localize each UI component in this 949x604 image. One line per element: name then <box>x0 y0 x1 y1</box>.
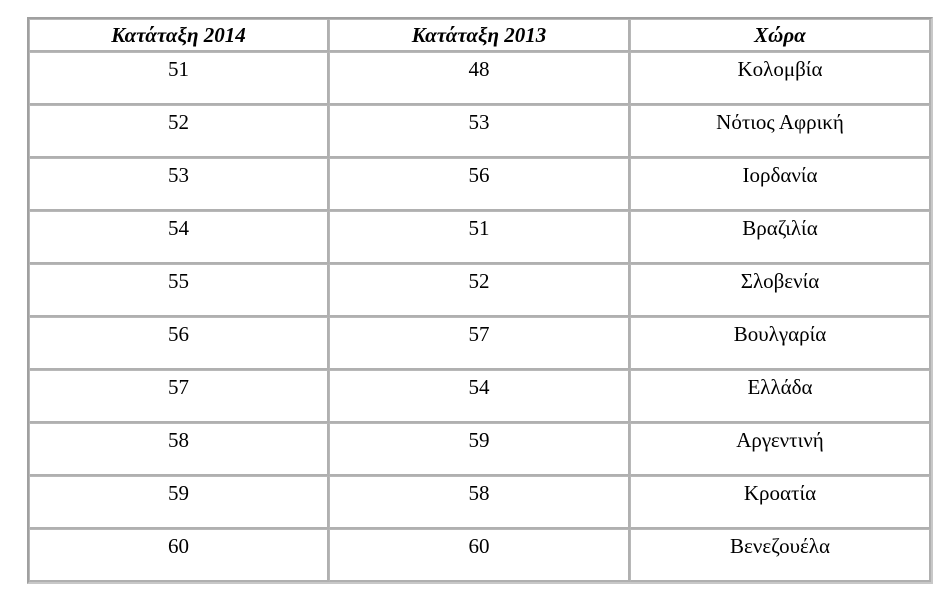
header-rank-2013: Κατάταξη 2013 <box>329 19 630 52</box>
table-row <box>29 476 931 529</box>
table-row <box>29 317 931 370</box>
cell-rank-2013: 57 <box>329 317 630 370</box>
cell-rank-2014: 52 <box>29 105 329 158</box>
cell-country: Κολομβία <box>630 52 931 105</box>
cell-country: Βενεζουέλα <box>630 529 931 582</box>
cell-rank-2014: 55 <box>29 264 329 317</box>
cell-country: Κροατία <box>630 476 931 529</box>
cell-rank-2013: 51 <box>329 211 630 264</box>
table-row <box>29 211 931 264</box>
cell-country: Βραζιλία <box>630 211 931 264</box>
header-country: Χώρα <box>630 19 931 52</box>
cell-rank-2014: 51 <box>29 52 329 105</box>
table-header-row <box>29 19 931 52</box>
ranking-table <box>27 17 933 584</box>
cell-rank-2014: 58 <box>29 423 329 476</box>
cell-rank-2013: 54 <box>329 370 630 423</box>
table-row <box>29 52 931 105</box>
cell-rank-2014: 57 <box>29 370 329 423</box>
cell-rank-2013: 56 <box>329 158 630 211</box>
cell-rank-2013: 59 <box>329 423 630 476</box>
cell-rank-2014: 60 <box>29 529 329 582</box>
cell-rank-2014: 53 <box>29 158 329 211</box>
table-row <box>29 158 931 211</box>
table-row <box>29 105 931 158</box>
cell-rank-2013: 58 <box>329 476 630 529</box>
cell-rank-2013: 52 <box>329 264 630 317</box>
cell-rank-2013: 53 <box>329 105 630 158</box>
cell-country: Νότιος Αφρική <box>630 105 931 158</box>
table-row <box>29 529 931 582</box>
table-row <box>29 264 931 317</box>
cell-rank-2014: 56 <box>29 317 329 370</box>
cell-country: Ελλάδα <box>630 370 931 423</box>
cell-country: Σλοβενία <box>630 264 931 317</box>
cell-country: Αργεντινή <box>630 423 931 476</box>
table-row <box>29 423 931 476</box>
cell-rank-2013: 60 <box>329 529 630 582</box>
header-rank-2014: Κατάταξη 2014 <box>29 19 329 52</box>
cell-rank-2014: 59 <box>29 476 329 529</box>
cell-country: Ιορδανία <box>630 158 931 211</box>
cell-rank-2013: 48 <box>329 52 630 105</box>
table-row <box>29 370 931 423</box>
cell-country: Βουλγαρία <box>630 317 931 370</box>
cell-rank-2014: 54 <box>29 211 329 264</box>
